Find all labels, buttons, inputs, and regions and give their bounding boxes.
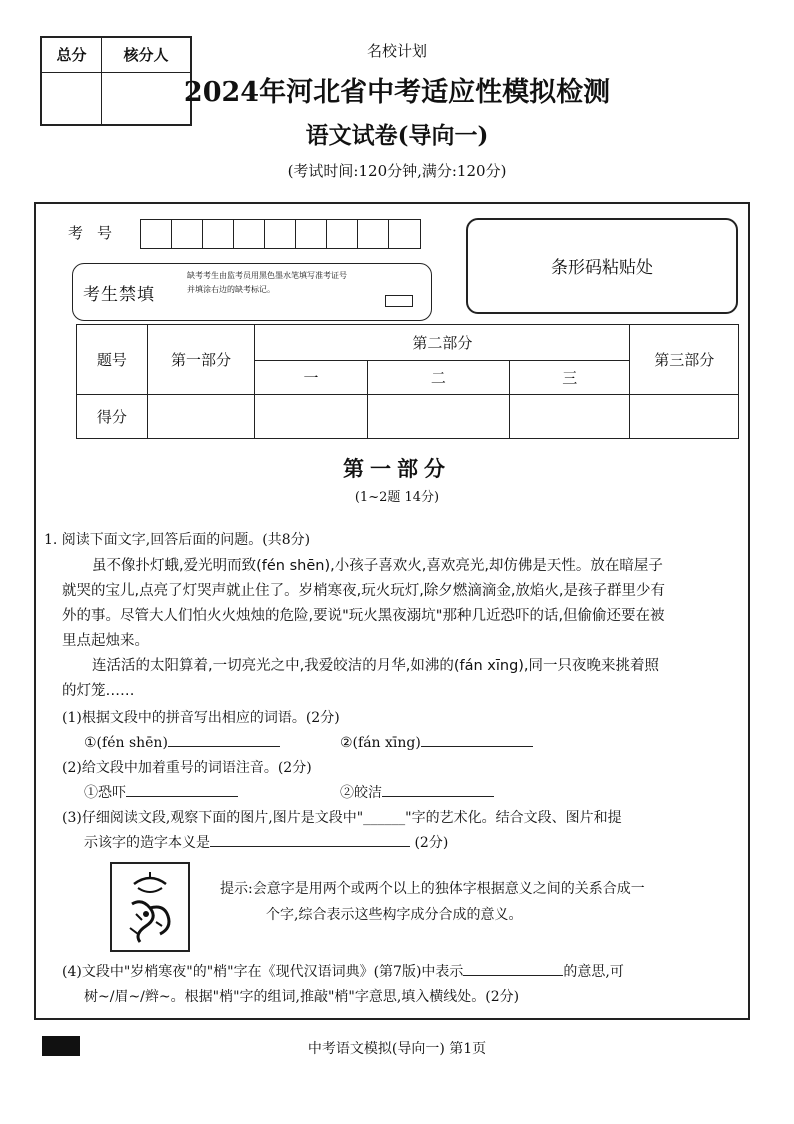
header-subtitle: 名校计划 (366, 42, 427, 60)
passage-line-1: 虽不像扑灯蛾,爱光明而致(fén shēn),小孩子喜欢火,喜欢亮光,却仿佛是天性。放在暗屋子 (92, 558, 663, 574)
forbid-note: 缺考考生由监考员用黑色墨水笔填写准考证号并填涂右边的缺考标记。 (187, 271, 347, 294)
q1-sub2-item-a: ①恐吓 (84, 781, 238, 805)
q1-sub4-line2: 树~/眉~/辫~。根据"梢"字的组词,推敲"梢"字意思,填入横线处。(2分) (84, 989, 520, 1005)
total-score-label: 总分 (42, 38, 101, 73)
q1-sub3-line2: 示该字的造字本义是 (2分) (84, 831, 448, 855)
part1-header: 第一部分 (147, 325, 255, 395)
forbid-label: 考生禁填 (83, 285, 155, 305)
answer-blank-2b[interactable] (382, 782, 494, 797)
part2-sub-2: 二 (367, 361, 509, 395)
barcode-area[interactable]: 条形码粘贴处 (466, 218, 738, 314)
section-range: (1~2题 14分) (354, 490, 440, 505)
grade-table (76, 324, 739, 439)
passage-line-2: 就哭的宝儿,点亮了灯哭声就止住了。岁梢寒夜,玩火玩灯,除夕燃滴滴金,放焰火,是孩子群里少有 (62, 583, 666, 599)
answer-blank-2a[interactable] (126, 782, 238, 797)
score-cell-part1[interactable] (147, 395, 255, 439)
passage-line-3: 外的事。尽管大人们怕火火烛烛的危险,要说"玩火黑夜溺坑"那种几近恐吓的话,但偷偷还要在被 (62, 608, 665, 624)
page-title: 2024年河北省中考适应性模拟检测 (183, 77, 611, 108)
q1-sub1-item-b: ②(fán xīng) (340, 731, 533, 755)
part2-sub-1: 一 (255, 361, 367, 395)
q1-sub1-item-a: ①(fén shēn) (84, 731, 280, 755)
hint-line-2: 个字,综合表示这些构字成分合成的意义。 (266, 907, 523, 923)
passage-line-6: 的灯笼…… (62, 683, 135, 699)
passage-line-5: 连活活的太阳算着,一切亮光之中,我爱皎洁的月华,如沸的(fán xīng),同一只夜晚来挑着照 (92, 658, 660, 674)
score-cell-part2-3[interactable] (510, 395, 630, 439)
score-cell-part2-1[interactable] (255, 395, 367, 439)
q1-sub1-label: (1)根据文段中的拼音写出相应的词语。(2分) (62, 710, 340, 726)
q1-sub4-line1: (4)文段中"岁梢寒夜"的"梢"字在《现代汉语词典》(第7版)中表示 的意思,可 (62, 960, 624, 984)
answer-blank-1a[interactable] (168, 732, 280, 747)
answer-blank-4[interactable] (463, 961, 563, 976)
hint-line-1: 提示:会意字是用两个或两个以上的独体字根据意义之间的关系合成一 (220, 881, 645, 897)
character-artwork-icon (112, 864, 188, 950)
absent-mark-box[interactable] (385, 295, 413, 307)
section-title: 第一部分 (343, 456, 451, 481)
q1-stem: 1. 阅读下面文字,回答后面的问题。(共8分) (44, 532, 311, 548)
score-cell-part2-2[interactable] (367, 395, 509, 439)
exam-no-grid[interactable] (140, 219, 421, 249)
q1-sub2-label: (2)给文段中加着重号的词语注音。(2分) (62, 760, 312, 776)
answer-blank-3[interactable] (210, 832, 410, 847)
q1-sub2-item-b: ②皎洁 (340, 781, 494, 805)
q1-sub3-line1: (3)仔细阅读文段,观察下面的图片,图片是文段中"______"字的艺术化。结合文段、图片和提 (62, 810, 622, 826)
character-artwork (110, 862, 190, 952)
forbid-box (72, 263, 432, 321)
passage-line-4: 里点起烛来。 (62, 633, 149, 649)
footer-text: 中考语文模拟(导向一) 第1页 (307, 1041, 487, 1057)
paper-title: 语文试卷(导向一) (305, 122, 489, 149)
exam-no-label: 考号 (68, 224, 127, 242)
part2-sub-3: 三 (510, 361, 630, 395)
answer-blank-1b[interactable] (421, 732, 533, 747)
question-no-label: 题号 (77, 325, 148, 395)
checker-label: 核分人 (102, 38, 190, 73)
exam-info: (考试时间:120分钟,满分:120分) (287, 162, 507, 180)
score-row-label: 得分 (77, 395, 148, 439)
score-cell-part3[interactable] (630, 395, 739, 439)
part3-header: 第三部分 (630, 325, 739, 395)
part2-header: 第二部分 (255, 325, 630, 361)
